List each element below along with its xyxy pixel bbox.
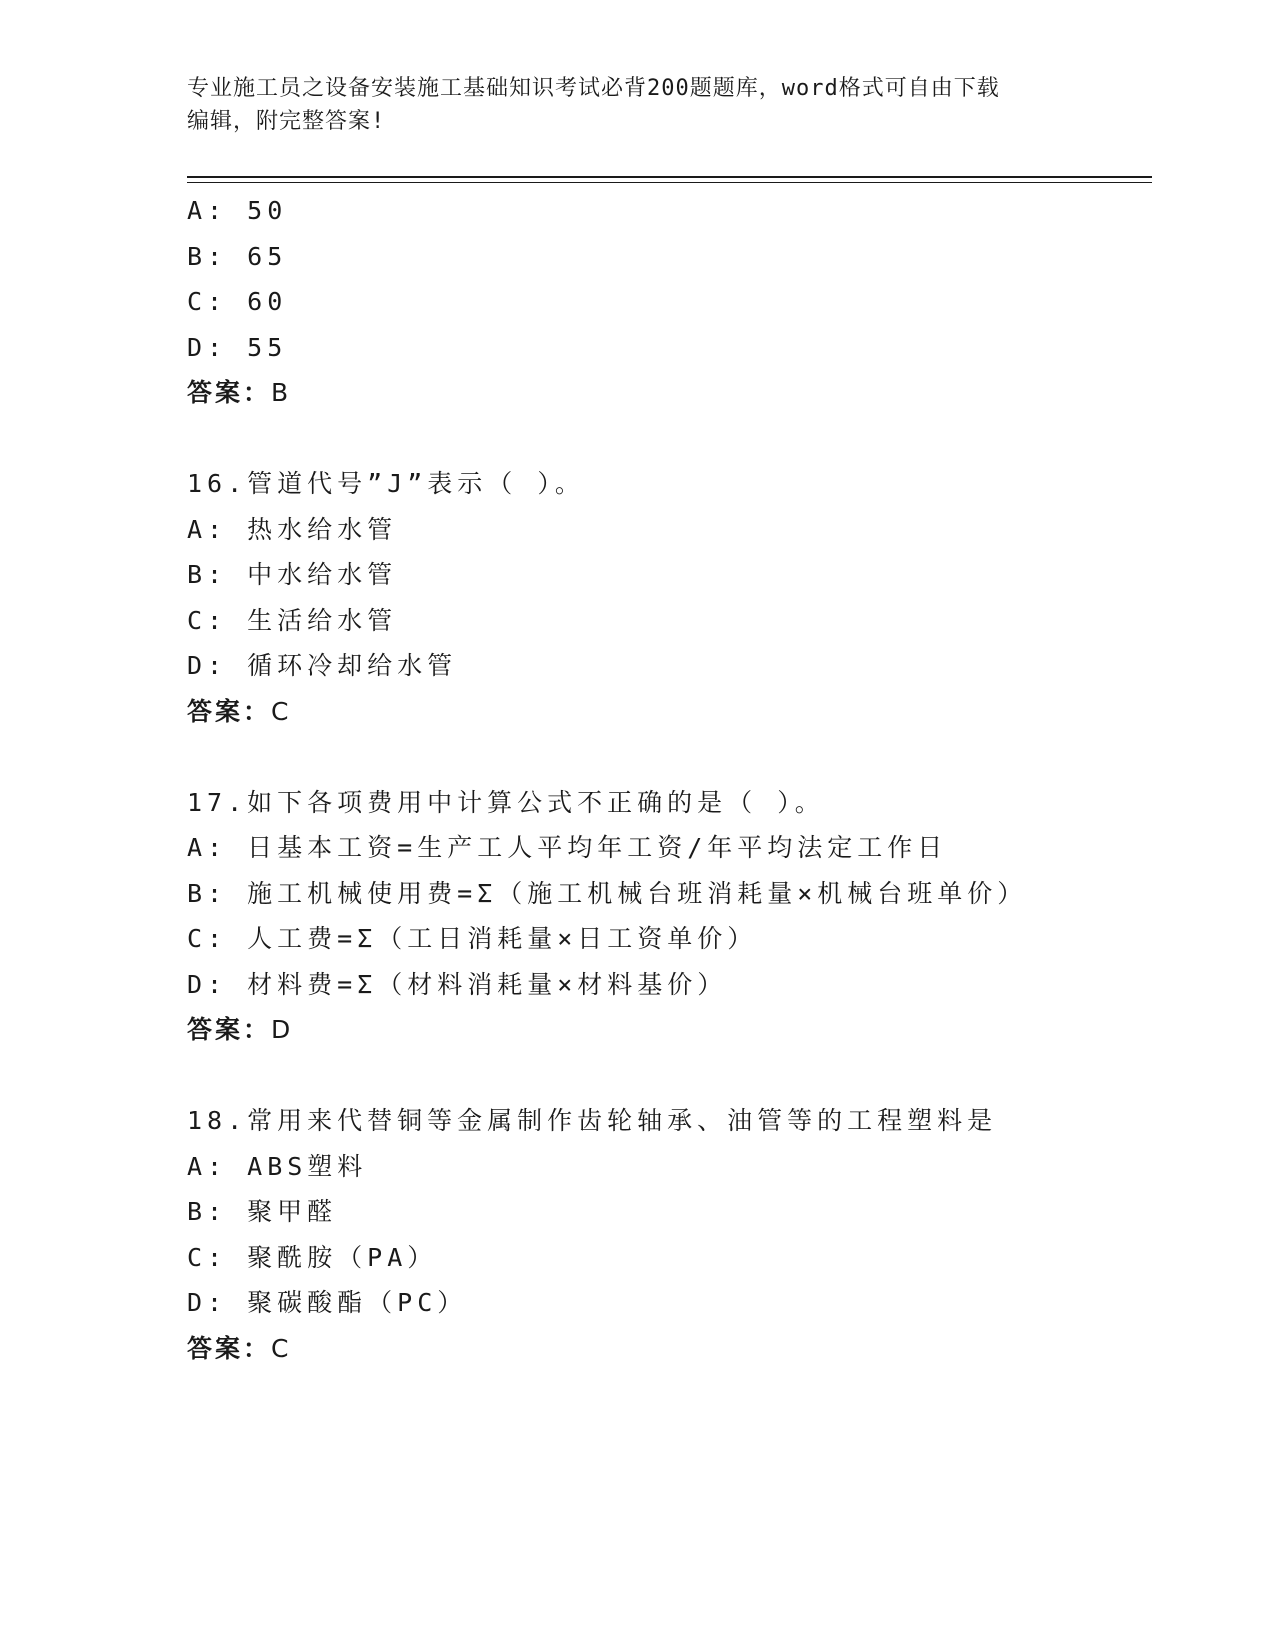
answer-line <box>187 1326 1152 1372</box>
answer-line <box>187 689 1152 735</box>
answer-label: 答案： <box>187 378 272 407</box>
question-18 <box>187 1098 1152 1371</box>
header-divider-thick <box>187 176 1152 178</box>
option-d: D: 材料费=Σ（材料消耗量×材料基价） <box>187 969 728 999</box>
header-title-line-1: 专业施工员之设备安装施工基础知识考试必背200题题库，word格式可自由下载 <box>187 76 1000 101</box>
answer-value: D <box>271 1015 294 1044</box>
option-b: B: 65 <box>187 241 288 271</box>
option-c: C: 60 <box>187 287 288 316</box>
question-16 <box>187 461 1152 734</box>
option-c: C: 生活给水管 <box>187 605 398 635</box>
answer-label: 答案： <box>187 696 272 726</box>
spacer <box>187 416 1152 462</box>
header-title-line-2: 编辑，附完整答案! <box>187 109 386 134</box>
answer-line <box>187 370 1152 416</box>
answer-value: B <box>271 378 292 407</box>
option-d: D: 聚碳酸酯（PC） <box>187 1288 468 1317</box>
question-17 <box>187 780 1152 1053</box>
option-b: B: 中水给水管 <box>187 560 398 589</box>
header-divider-thin <box>187 182 1152 183</box>
option-b: B: 聚甲醛 <box>187 1197 338 1226</box>
answer-label: 答案： <box>187 1333 272 1363</box>
question-stem: 16.管道代号”J”表示（ ）。 <box>187 469 585 498</box>
option-a: A: 日基本工资=生产工人平均年工资/年平均法定工作日 <box>187 833 948 862</box>
option-a: A: 50 <box>187 196 288 225</box>
spacer <box>187 734 1152 780</box>
option-c: C: 人工费=Σ（工日消耗量×日工资单价） <box>187 924 758 953</box>
question-list <box>187 188 1152 1371</box>
option-c: C: 聚酰胺（PA） <box>187 1242 438 1272</box>
option-d: D: 55 <box>187 332 288 362</box>
answer-value: C <box>271 1333 292 1363</box>
question-stem: 18.常用来代替铜等金属制作齿轮轴承、油管等的工程塑料是 <box>187 1106 998 1135</box>
answer-label: 答案： <box>187 1015 272 1044</box>
answer-line <box>187 1007 1152 1053</box>
spacer <box>187 1053 1152 1099</box>
option-a: A: 热水给水管 <box>187 514 398 544</box>
question-15-continued <box>187 188 1152 416</box>
question-stem: 17.如下各项费用中计算公式不正确的是（ ）。 <box>187 787 825 817</box>
option-d: D: 循环冷却给水管 <box>187 651 458 680</box>
document-header <box>187 72 1067 138</box>
answer-value: C <box>271 696 292 726</box>
option-b: B: 施工机械使用费=Σ（施工机械台班消耗量×机械台班单价） <box>187 878 1028 908</box>
option-a: A: ABS塑料 <box>187 1151 368 1181</box>
